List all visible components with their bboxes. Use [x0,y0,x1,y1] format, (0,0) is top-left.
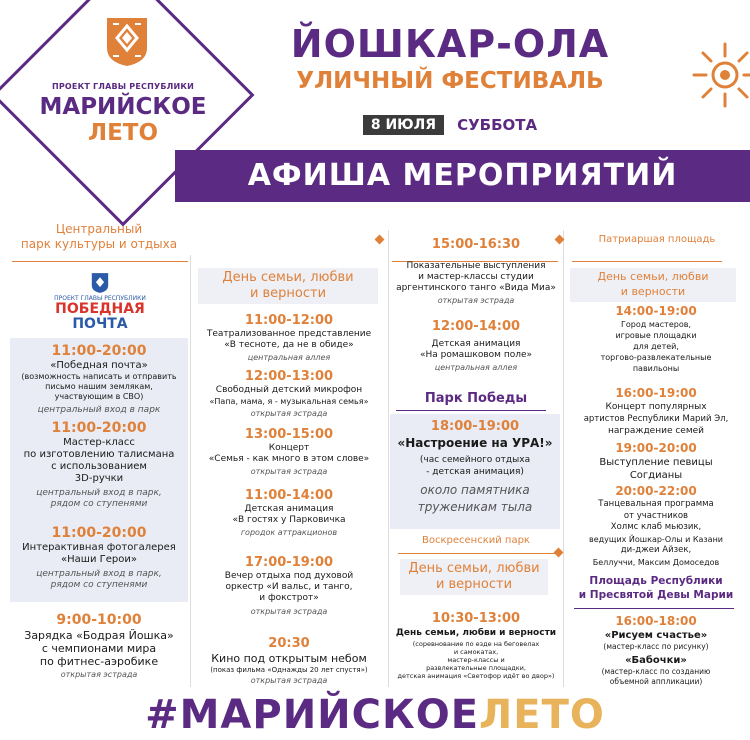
event-item [568,614,744,687]
event-item [568,440,744,482]
event-desc: «В тесноте, да не в обиде» [224,340,354,350]
event-desc: торгово-развлекательные [600,353,712,362]
event-desc: «На ромашковом поле» [420,350,532,360]
event-desc: игровые площадки [615,331,697,340]
event-time: 13:00-15:00 [244,427,334,442]
event-desc: Концерт популярных [605,402,707,412]
column-separator [388,230,389,687]
event-item [192,426,386,478]
footer-hashtag [0,692,750,738]
event-item [192,368,386,420]
banner-title: АФИША МЕРОПРИЯТИЙ [247,158,678,193]
event-item [390,418,560,516]
event-item [390,611,562,680]
event-title: Концерт [268,443,310,453]
venue-divider [572,261,722,262]
event-desc: с использованием [51,461,147,472]
event-desc: оркестр «И вальс, и танго, [225,582,353,592]
event-desc: «Папа, мама, я - музыкальная семья» [209,397,369,406]
event-desc: Выступление певицы [599,457,713,468]
event-place: центральный вход в парк [37,405,161,415]
event-place: около памятника [420,483,530,497]
event-time: 11:00-14:00 [244,488,334,503]
event-time: 10:30-13:00 [431,611,521,626]
event-time: 20:30 [268,636,310,651]
pochta-title-line1: ПОБЕДНАЯ [55,301,145,317]
logo-title-line2: ЛЕТО [87,120,159,146]
city-title: ЙОШКАР-ОЛА [290,22,610,66]
event-place: открытая эстрада [250,676,328,685]
logo-subtitle: ПРОЕКТ ГЛАВЫ РЕСПУБЛИКИ [51,82,195,91]
sun-ornament-icon [690,40,750,110]
event-place: открытая эстрада [60,670,138,679]
event-place: открытая эстрада [437,296,515,305]
event-desc: и мастер-классы студии [418,272,534,282]
event-item [390,236,562,308]
hashtag-part-1: #МАРИЙСКОЕ [145,692,480,738]
event-time: 16:00-19:00 [615,386,697,400]
event-desc: (мастер-класс по рисунку) [603,642,709,651]
event-time: 12:00-14:00 [431,319,521,334]
event-desc: с чемпионами мира [41,642,157,655]
event-desc: мастер-классы и [447,656,505,664]
diamond-marker-icon [375,235,385,245]
event-desc: Танцевальная программа [598,499,714,509]
venue-divider [574,608,734,609]
event-desc: «В гостях у Парковичка [232,515,346,525]
venue-title: Центральный парк культуры и отдыха [20,222,178,251]
event-desc: павильоны [632,364,680,373]
event-desc: Согдианы [629,470,683,481]
event-place: центральный вход в парк, [36,569,162,579]
event-desc: Беллуччи, Максим Домоседов [592,557,720,567]
event-desc: «Семья - как много в этом слове» [208,454,370,464]
event-title: Театрализованное представление [206,329,372,339]
pochta-subtitle: ПРОЕКТ ГЛАВЫ РЕСПУБЛИКИ [54,295,146,302]
event-time: 18:00-19:00 [430,419,520,434]
event-item [10,420,188,510]
event-place: открытая эстрада [250,409,328,418]
event-title: Свободный детский микрофон [215,385,363,395]
diamond-marker-icon [554,548,564,558]
theme-header: День семьи, любви и верности [198,268,378,304]
hashtag-part-2: ЛЕТО [479,692,605,738]
event-desc: развлекательные площадки, [426,664,526,672]
event-title: Вечер отдыха под духовой [224,571,354,581]
event-desc: - детская анимация) [426,467,524,477]
event-desc: ди-джеи Айзек, [620,545,692,555]
event-desc: и фокстрот» [259,593,319,603]
event-time: 17:00-19:00 [244,555,334,570]
event-time: 11:00-20:00 [51,525,147,541]
event-desc: детская анимация «Светофор идёт во двор») [397,672,555,680]
event-title: «Рисуем счастье» [604,630,708,641]
logo-title-line1: МАРИЙСКОЕ [39,94,207,120]
event-time: 12:00-13:00 [244,369,334,384]
venue-title: Воскресенский парк [422,535,530,546]
event-time: 11:00-20:00 [51,420,147,436]
event-place: центральная аллея [247,353,331,362]
event-item [192,554,386,620]
pochta-title-line2: ПОЧТА [72,316,128,332]
column-separator [190,255,191,687]
event-item [192,312,386,364]
event-place: городок аттракционов [240,528,338,537]
event-item [10,343,188,418]
event-desc: по фитнес-аэробике [39,655,159,668]
event-desc: письмо нашим землякам, [45,382,153,391]
event-desc: артистов Республики Марий Эл, [583,414,729,424]
event-time: 11:00-20:00 [51,343,147,359]
event-item [192,487,386,540]
event-place: труженикам тыла [417,500,533,514]
event-desc: «Наши Герои» [61,554,137,565]
shield-ornament-icon [91,272,109,294]
event-time: 20:00-22:00 [615,484,697,498]
event-item [568,303,744,374]
event-desc: (соревнование по езде на беговелах [412,640,540,648]
event-desc: для детей, [633,342,679,351]
event-title: «Бабочки» [625,655,687,666]
venue-title: Патриаршая площадь [598,234,716,245]
event-title: Зарядка «Бодрая Йошка» [24,629,174,642]
venue-divider [12,261,188,262]
event-item [10,612,188,681]
event-title: Детская анимация [244,504,334,514]
event-desc: Холмс клаб мьюзик, [610,522,702,532]
event-desc: 3D-ручки [74,473,124,484]
event-title: «Победная почта» [50,360,148,371]
date-row [240,114,660,135]
event-desc: (мастер-класс по созданию [601,667,711,676]
event-place: центральный вход в парк, [36,488,162,498]
venue-divider [398,553,556,554]
theme-header: День семьи, любви и верности [570,268,736,302]
event-title: День семьи, любви и верности [395,628,557,638]
event-title: Интерактивная фотогалерея [22,542,176,553]
event-place: открытая эстрада [250,607,328,616]
event-time: 14:00-19:00 [615,304,697,318]
weekday-label: СУББОТА [457,115,538,134]
event-item [10,525,188,591]
event-desc: от участников [623,510,689,521]
event-desc: и самокатах, [453,648,499,656]
event-title: Детская анимация [431,339,521,349]
event-title: Кино под открытым небом [211,652,367,665]
event-desc: (показ фильма «Однажды 20 лет спустя») [210,666,368,674]
park-title: Парк Победы [424,391,528,406]
event-desc: ведущих Йошкар-Олы и Казани [589,534,723,544]
event-place: рядом со ступенями [50,499,148,509]
event-place: центральная аллея [434,363,518,372]
pobednaya-pochta-logo [30,272,170,332]
event-time: 15:00-16:30 [431,237,521,252]
event-item [390,318,562,375]
event-desc: награждение семей [607,426,705,436]
event-desc: (час семейного отдыха [419,455,531,465]
event-desc: объемной аппликации) [609,677,703,686]
shield-ornament-icon [105,16,149,68]
event-desc: (возможность написать и отправить [21,372,177,381]
event-desc: по изготовлению талисмана [23,449,175,460]
square-title: Площадь Республики и Пресвятой Девы Марии [578,575,734,601]
event-title: Показательные выступления [406,261,546,271]
event-desc: аргентинского танго «Вида Миа» [396,283,556,293]
event-place: открытая эстрада [250,467,328,476]
date-badge: 8 ИЮЛЯ [363,115,444,135]
event-item [192,636,386,687]
theme-header: День семьи, любви и верности [400,559,548,595]
column-separator [563,230,564,687]
festival-title: УЛИЧНЫЙ ФЕСТИВАЛЬ [296,68,604,94]
event-time: 9:00-10:00 [56,612,142,628]
event-title: Мастер-класс [63,437,135,448]
event-time: 11:00-12:00 [244,313,334,328]
event-item [568,385,744,437]
column-central-park [10,205,188,252]
event-time: 16:00-18:00 [615,614,697,628]
event-desc: участвующим в СВО) [54,392,144,401]
event-time: 19:00-20:00 [615,441,697,455]
venue-divider [396,410,546,411]
event-item [568,484,744,568]
event-desc: Город мастеров, [621,320,691,329]
event-place: рядом со ступенями [50,580,148,590]
event-title: «Настроение на УРА!» [397,436,553,450]
